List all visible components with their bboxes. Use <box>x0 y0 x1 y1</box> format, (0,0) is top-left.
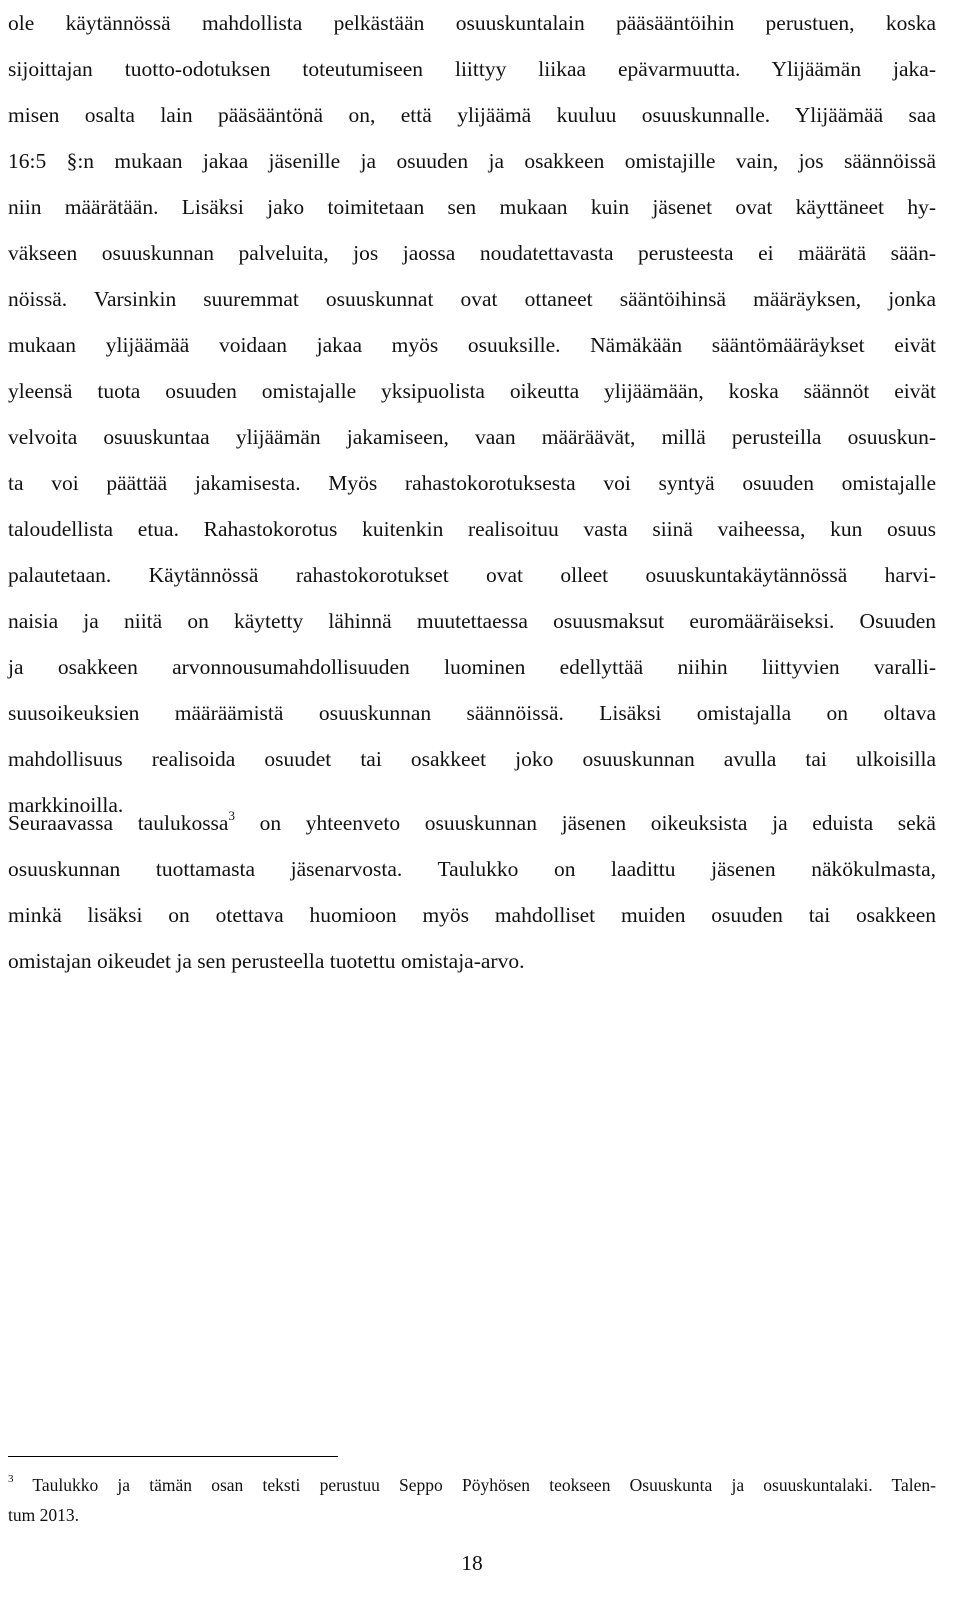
text-line: niin määrätään. Lisäksi jako toimitetaan sen mukaan kuin jäsenet ovat käyttäneet hy- <box>8 195 936 219</box>
text-line: mahdollisuus realisoida osuudet tai osakkeet joko osuuskunnan avulla tai ulkoisilla <box>8 747 936 771</box>
text-line: minkä lisäksi on otettava huomioon myös mahdolliset muiden osuuden tai osakkeen <box>8 903 936 927</box>
text-segment: on yhteenveto osuuskunnan jäsenen oikeuksista ja eduista sekä <box>234 811 936 835</box>
text-line: sijoittajan tuotto-odotuksen toteutumiseen liittyy liikaa epävarmuutta. Ylijäämän jaka- <box>8 57 936 81</box>
text-line: 16:5 §:n mukaan jakaa jäsenille ja osuuden ja osakkeen omistajille vain, jos säännöissä <box>8 149 936 173</box>
text-line: palautetaan. Käytännössä rahastokorotukset ovat olleet osuuskuntakäytännössä harvi- <box>8 563 936 587</box>
text-line: omistajan oikeudet ja sen perusteella tuotettu omistaja-arvo. <box>8 949 525 973</box>
footnote-marker: 3 <box>8 1473 14 1485</box>
text-line: väkseen osuuskunnan palveluita, jos jaossa noudatettavasta perusteesta ei määrätä sään- <box>8 241 936 265</box>
text-line: markkinoilla. <box>8 793 124 817</box>
footnote-line <box>8 1470 936 1500</box>
text-line: ta voi päättää jakamisesta. Myös rahastokorotuksesta voi syntyä osuuden omistajalle <box>8 471 936 495</box>
footnote-reference[interactable]: 3 <box>228 808 235 823</box>
text-line: ole käytännössä mahdollista pelkästään osuuskuntalain pääsääntöihin perustuen, koska <box>8 11 936 35</box>
text-line: ja osakkeen arvonnousumahdollisuuden luominen edellyttää niihin liittyvien varalli- <box>8 655 936 679</box>
text-line: nöissä. Varsinkin suuremmat osuuskunnat ovat ottaneet sääntöihinsä määräyksen, jonka <box>8 287 936 311</box>
footnote-line: tum 2013. <box>8 1505 79 1525</box>
text-line: misen osalta lain pääsääntönä on, että ylijäämä kuuluu osuuskunnalle. Ylijäämää saa <box>8 103 936 127</box>
body-paragraph-2 <box>8 800 936 984</box>
text-line: naisia ja niitä on käytetty lähinnä muutettaessa osuusmaksut euromääräiseksi. Osuuden <box>8 609 936 633</box>
text-line: suusoikeuksien määräämistä osuuskunnan säännöissä. Lisäksi omistajalla on oltava <box>8 701 936 725</box>
footnote-text: Taulukko ja tämän osan teksti perustuu Seppo Pöyhösen teokseen Osuuskunta ja osuuskuntalaki. Talen- <box>13 1475 936 1495</box>
footnote <box>8 1470 936 1530</box>
text-line: taloudellista etua. Rahastokorotus kuitenkin realisoituu vasta siinä vaiheessa, kun osuus <box>8 517 936 541</box>
text-line <box>8 800 936 846</box>
footnote-divider <box>8 1456 338 1457</box>
text-line: velvoita osuuskuntaa ylijäämän jakamiseen, vaan määräävät, millä perusteilla osuuskun- <box>8 425 936 449</box>
text-line: mukaan ylijäämää voidaan jakaa myös osuuksille. Nämäkään sääntömääräykset eivät <box>8 333 936 357</box>
body-paragraph-1 <box>8 0 936 828</box>
text-segment: Seuraavassa taulukossa <box>8 811 229 835</box>
page-number: 18 <box>461 1551 483 1575</box>
text-line: osuuskunnan tuottamasta jäsenarvosta. Taulukko on laadittu jäsenen näkökulmasta, <box>8 857 936 881</box>
text-line: yleensä tuota osuuden omistajalle yksipuolista oikeutta ylijäämään, koska säännöt eivät <box>8 379 936 403</box>
